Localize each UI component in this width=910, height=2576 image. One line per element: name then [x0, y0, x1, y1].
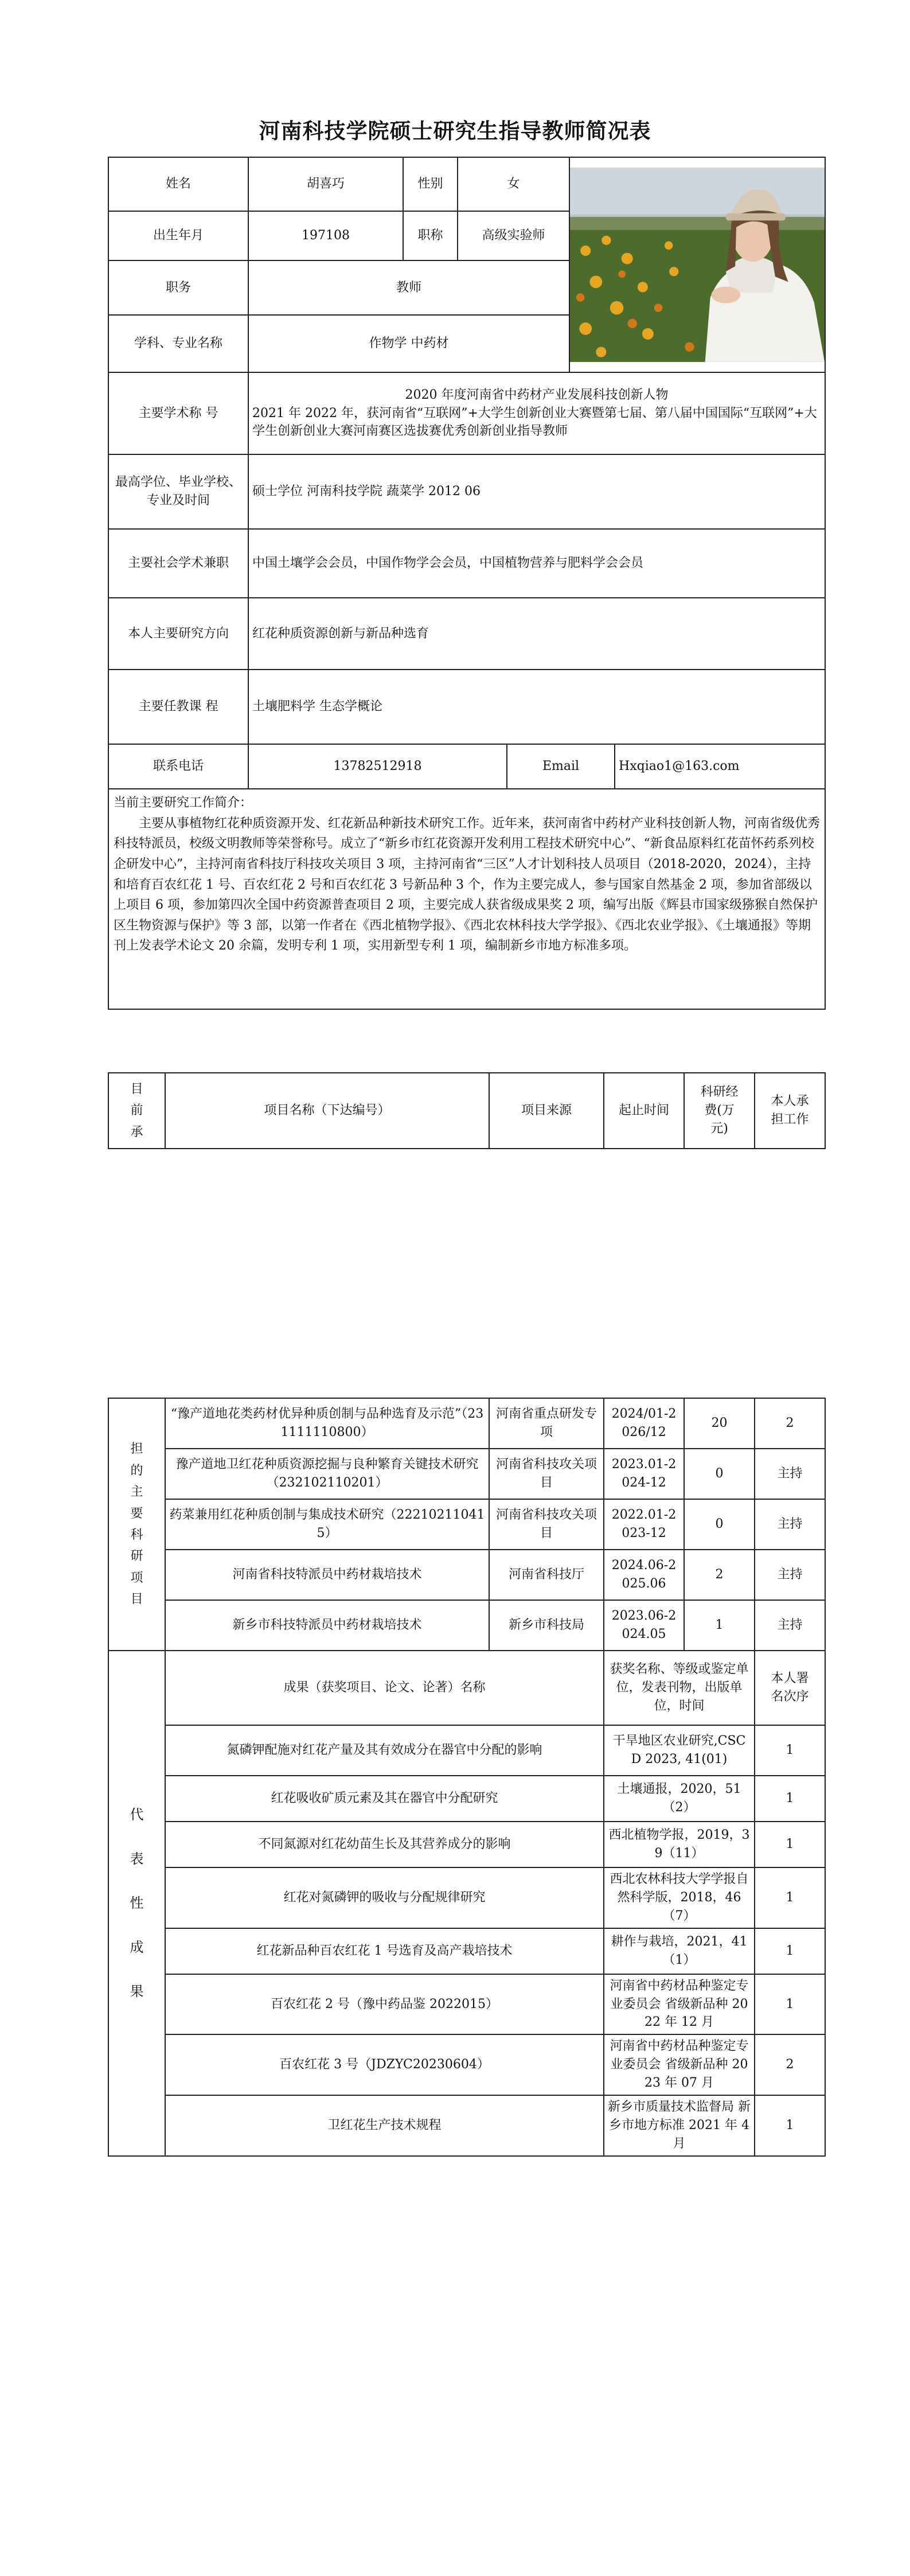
achievement-name: 百农红花 2 号（豫中药品鉴 2022015）: [165, 1974, 604, 2035]
birth-value: 197108: [248, 211, 403, 260]
achievement-rank: 1: [755, 1867, 825, 1928]
degree-label: 最高学位、毕业学校、专业及时间: [108, 454, 248, 529]
achievement-source: 耕作与栽培，2021，41（1）: [604, 1928, 755, 1974]
table-row: [108, 2034, 825, 2095]
projects-side-label-cont: 担的主要科研项目: [108, 1398, 165, 1651]
honors-label: 主要学术称 号: [108, 372, 248, 454]
page-title: 河南科技学院硕士研究生指导教师简况表: [259, 119, 651, 143]
research-value: 红花种质资源创新与新品种选育: [248, 598, 825, 670]
honors-line-2: 2021 年 2022 年，获河南省“互联网”+大学生创新创业大赛暨第七届、第八届中国国际“互联网”+大学生创新创业大赛河南赛区选拔赛优秀创新创业指导教师: [252, 406, 817, 439]
achievement-source: 河南省中药材品种鉴定专业委员会 省级新品种 2023 年 07 月: [604, 2034, 755, 2095]
achievement-rank: 1: [755, 1725, 825, 1776]
table-row: [108, 1600, 825, 1651]
project-period: 2024.06-2025.06: [604, 1550, 684, 1600]
project-source: 河南省科技攻关项目: [489, 1449, 604, 1499]
name-label: 姓名: [108, 157, 248, 211]
achievement-source: 新乡市质量技术监督局 新乡市地方标准 2021 年 4 月: [604, 2095, 755, 2156]
discipline-value: 作物学 中药材: [248, 315, 569, 372]
project-funds: 20: [684, 1398, 755, 1449]
table-row: [108, 1725, 825, 1776]
table-row: [108, 1974, 825, 2035]
discipline-label: 学科、专业名称: [108, 315, 248, 372]
table-row: [108, 1449, 825, 1499]
position-label: 职务: [108, 260, 248, 315]
title-value: 高级实验师: [458, 211, 569, 260]
achievement-name: 百农红花 3 号（JDZYC20230604）: [165, 2034, 604, 2095]
table-row: [108, 1499, 825, 1550]
projects-side-label: 目前承: [108, 1073, 165, 1149]
courses-value: 土壤肥料学 生态学概论: [248, 670, 825, 744]
achievement-source: 土壤通报，2020，51（2）: [604, 1776, 755, 1822]
project-role: 2: [755, 1398, 825, 1449]
projects-col-period: 起止时间: [604, 1073, 684, 1149]
gender-value: 女: [458, 157, 569, 211]
project-source: 河南省科技攻关项目: [489, 1499, 604, 1550]
project-role: 主持: [755, 1600, 825, 1651]
achievement-name: 不同氮源对红花幼苗生长及其营养成分的影响: [165, 1822, 604, 1867]
society-value: 中国土壤学会会员，中国作物学会会员，中国植物营养与肥料学会会员: [248, 529, 825, 598]
gender-label: 性别: [403, 157, 458, 211]
achievement-rank: 1: [755, 1928, 825, 1974]
table-row: [108, 1822, 825, 1867]
achievement-source: 西北农林科技大学学报自然科学版，2018，46（7）: [604, 1867, 755, 1928]
project-period: 2023.01-2024-12: [604, 1449, 684, 1499]
society-label: 主要社会学术兼职: [108, 529, 248, 598]
project-name: 药菜兼用红花种质创制与集成技术研究（222102110415）: [165, 1499, 489, 1550]
project-source: 河南省科技厅: [489, 1550, 604, 1600]
courses-label: 主要任教课 程: [108, 670, 248, 744]
table-row: [108, 1651, 825, 1725]
email-label: Email: [507, 744, 615, 789]
project-period: 2024/01-2026/12: [604, 1398, 684, 1449]
table-row: [108, 1398, 825, 1449]
position-value: 教师: [248, 260, 569, 315]
achievement-name: 红花对氮磷钾的吸收与分配规律研究: [165, 1867, 604, 1928]
project-funds: 2: [684, 1550, 755, 1600]
title-label: 职称: [403, 211, 458, 260]
project-role: 主持: [755, 1499, 825, 1550]
phone-value: 13782512918: [248, 744, 507, 789]
portrait-photo: [569, 157, 825, 372]
research-intro-heading: 当前主要研究工作简介：: [114, 796, 253, 810]
email-value: Hxqiao1@163.com: [615, 744, 825, 789]
table-row: [108, 1928, 825, 1974]
achievements-side-label: 代表性成果: [108, 1651, 165, 2156]
project-source: 河南省重点研发专项: [489, 1398, 604, 1449]
projects-col-name: 项目名称（下达编号）: [165, 1073, 489, 1149]
phone-label: 联系电话: [108, 744, 248, 789]
projects-col-role: 本人承担工作: [755, 1073, 825, 1149]
table-row: [108, 1776, 825, 1822]
achievement-name: 红花吸收矿质元素及其在器官中分配研究: [165, 1776, 604, 1822]
achievements-col-source: 获奖名称、等级或鉴定单位，发表刊物，出版单位，时间: [604, 1651, 755, 1725]
birth-label: 出生年月: [108, 211, 248, 260]
project-period: 2022.01-2023-12: [604, 1499, 684, 1550]
project-funds: 0: [684, 1449, 755, 1499]
project-name: 河南省科技特派员中药材栽培技术: [165, 1550, 489, 1600]
degree-value: 硕士学位 河南科技学院 蔬菜学 2012 06: [248, 454, 825, 529]
project-name: “豫产道地花类药材优异种质创制与品种选育及示范”（231111110800）: [165, 1398, 489, 1449]
achievements-col-rank: 本人署名次序: [755, 1651, 825, 1725]
project-funds: 1: [684, 1600, 755, 1651]
achievement-name: 氮磷钾配施对红花产量及其有效成分在器官中分配的影响: [165, 1725, 604, 1776]
project-source: 新乡市科技局: [489, 1600, 604, 1651]
projects-achievements-table: [108, 1398, 826, 2157]
honors-line-1: 2020 年度河南省中药材产业发展科技创新人物: [405, 387, 669, 402]
achievement-source: 西北植物学报，2019，39（11）: [604, 1822, 755, 1867]
table-row: [108, 1550, 825, 1600]
project-name: 新乡市科技特派员中药材栽培技术: [165, 1600, 489, 1651]
achievement-rank: 1: [755, 1776, 825, 1822]
achievement-name: 红花新品种百农红花 1 号选育及高产栽培技术: [165, 1928, 604, 1974]
portrait-photo-image: [570, 168, 825, 362]
achievement-source: 河南省中药材品种鉴定专业委员会 省级新品种 2022 年 12 月: [604, 1974, 755, 2035]
project-funds: 0: [684, 1499, 755, 1550]
achievement-rank: 1: [755, 1974, 825, 2035]
projects-col-source: 项目来源: [489, 1073, 604, 1149]
achievements-col-name: 成果（获奖项目、论文、论著）名称: [165, 1651, 604, 1725]
honors-value: [248, 372, 825, 454]
project-role: 主持: [755, 1449, 825, 1499]
achievement-rank: 2: [755, 2034, 825, 2095]
name-value: 胡喜巧: [248, 157, 403, 211]
achievement-source: 干旱地区农业研究,CSCD 2023, 41(01): [604, 1725, 755, 1776]
research-intro: [108, 789, 825, 1009]
table-row: [108, 1867, 825, 1928]
projects-header-table: [108, 1072, 826, 1149]
research-label: 本人主要研究方向: [108, 598, 248, 670]
projects-col-funds: 科研经费(万元): [684, 1073, 755, 1149]
profile-table: [108, 157, 826, 1010]
achievement-rank: 1: [755, 2095, 825, 2156]
achievement-name: 卫红花生产技术规程: [165, 2095, 604, 2156]
project-role: 主持: [755, 1550, 825, 1600]
table-row: [108, 2095, 825, 2156]
achievement-rank: 1: [755, 1822, 825, 1867]
project-name: 豫产道地卫红花种质资源挖掘与良种繁育关键技术研究（232102110201）: [165, 1449, 489, 1499]
research-intro-text: 主要从事植物红花种质资源开发、红花新品种新技术研究工作。近年来，获河南省中药材产业科技创新人物，河南省级优秀科技特派员，校级文明教师等荣誉称号。成立了“新乡市红花资源开发利用工程技术研究中心”、“新食品原料红花苗怀药系列校企研发中心”，主持河南省科技厅科技攻关项目 3 项，主持河南省“三区”人才计划科技人员项目（2018-2020，2024），主持和培育百农红花 1 号、百农红花 2 号和百农红花 3 号新品种 3 个，作为主要完成人，参与国家自然基金 2 项，参加省部级以上项目 6 项，参加第四次全国中药资源普查项目 2 项，主要完成人获省级成果奖 2 项，编写出版《辉县市国家级猕猴自然保护区生物资源与保护》等 3 部，以第一作者在《西北植物学报》、《西北农林科技大学学报》、《西北农业学报》、《土壤通报》等期刊上发表学术论文 20 余篇，发明专利 1 项，实用新型专利 1 项，编制新乡市地方标准多项。: [114, 816, 821, 954]
project-period: 2023.06-2024.05: [604, 1600, 684, 1651]
